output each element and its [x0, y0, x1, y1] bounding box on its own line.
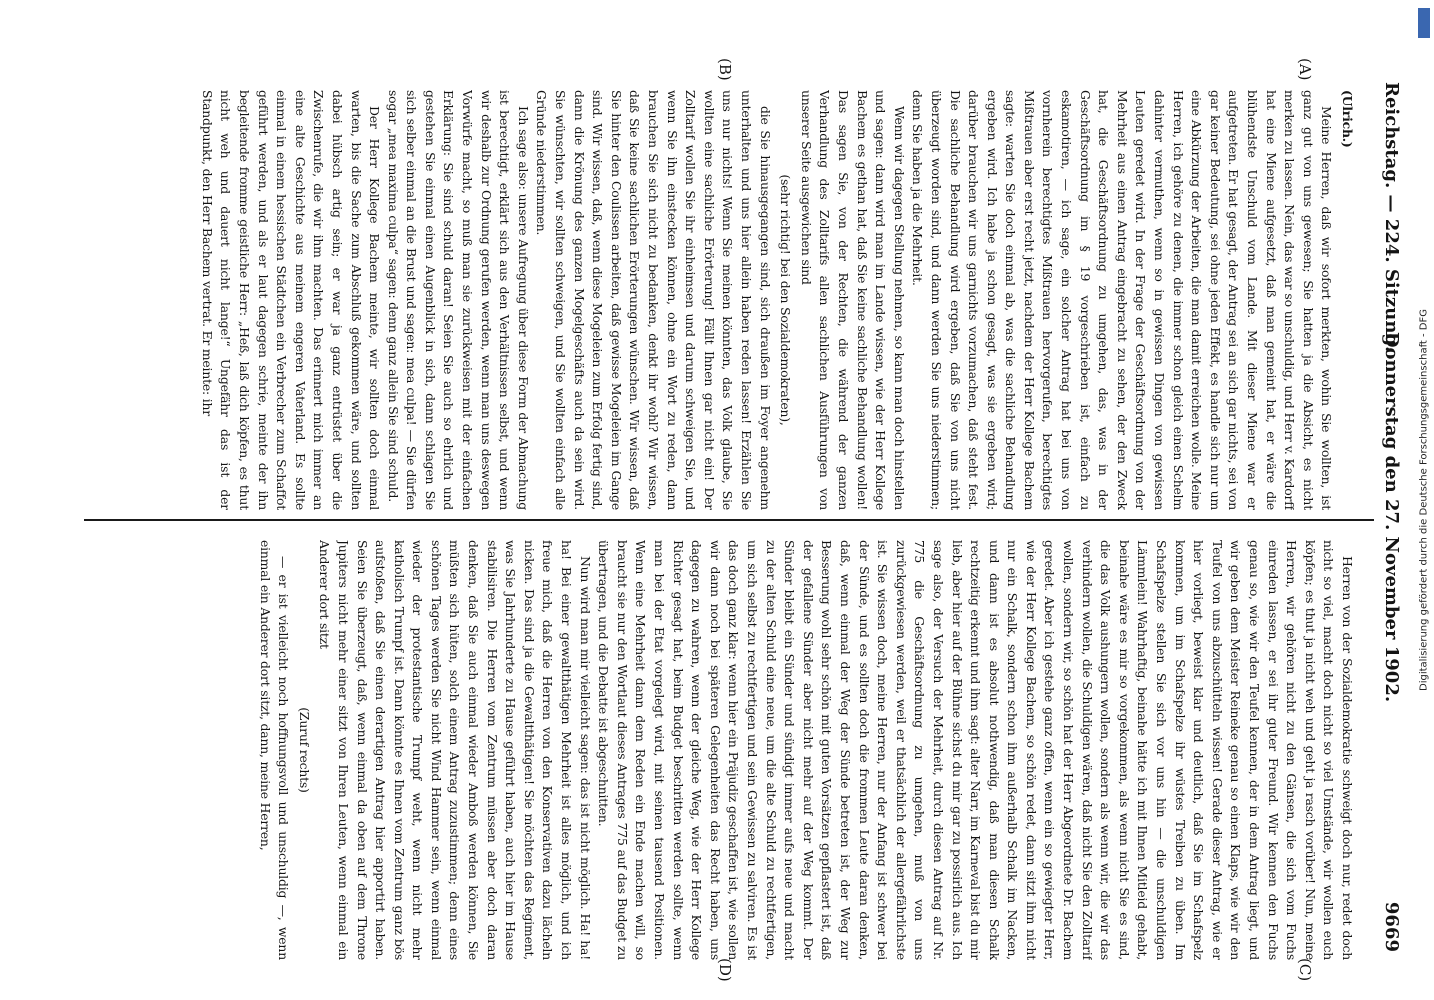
digitization-note — [1418, 8, 1430, 992]
paragraph: — er ist vielleicht noch hoffnungsvoll und unschuldig —, wenn einmal ein Anderer dort sitzt, dann, meine Herren, — [257, 540, 292, 960]
header-left: Reichstag. — 224. Sitzung. — [1381, 82, 1402, 353]
paragraph: Ich sage also: unsere Aufregung über diese Form der Abmachung ist berechtigt, erklärt sich aus den Verhältnissen selbst, und wenn wir deshalb zur Ordnung gerufen werden, wenn man uns deswegen Vorwürfe macht, so muß man sie zurückweisen mit der einfachen Erklärung: Sie sind schuld daran! Seien Sie auch so ehrlich und gestehen Sie einmal einen Augenblick in sich, dann schlagen Sie sich selber einmal an die Brust und sagen: mea culpa! — Sie dürfen sogar „mea maxima culpa“ sagen: denn ganz allein Sie sind schuld. — [385, 90, 531, 510]
page-number: 9669 — [1381, 901, 1402, 952]
paragraph: die Sie hinausgegangen sind, sich draußen im Foyer angenehm unterhalten und uns hier allein haben reden lassen! Erzählen Sie uns nur nichts! Wenn Sie meinen könnten, das Volk glaube, Sie wollten eine sachliche Erörterung! Fällt Ihnen gar nicht ein! Der Zolltarif wollen Sie ihr einheimsen und darum schweigen Sie, und wenn Sie ihn einstecken können, ohne ein Wort zu reden, dann brauchen Sie sich nicht zu bedanken, denkt ihr wohl? Wir wissen, daß Sie keine sachlichen Erörterungen wünschen. Wir wissen, daß Sie hinter den Coulissen arbeiten, daß gewisse Mogeleien im Gange sind. Wir wissen, daß, wenn diese Mogeleien zum Erfolg fertig sind, dann die Krönung des ganzen Mogelgeschäfts auch da sein wird. Sie wünschten, wir sollten schweigen, und Sie wollten einfach alle Gründe niederstimmen. — [534, 90, 773, 510]
left-column — [86, 90, 1356, 510]
paragraph: Herren von der Sozialdemokratie schweigt doch nur, redet doch nicht so viel, macht doch nicht so viel Umstände, wir wollen euch köpfen; es thut ja nicht weh und geht ja rasch vorüber! Nun, meine Herren, wir gehören nicht zu den Gänsen, die sich vom Fuchs einreden lassen, er sei ihr guter Freund. Wir kennen den Fuchs genau so, wie wir den Teufel kennen, der in dem Antrag liegt, und wir geben dem Meister Reineke genau so einen Klaps, wie wir den Teufel von uns abzuschütteln wissen! Gerade dieser Antrag, wie er hier vorliegt, beweist klar und deutlich, daß Sie im Schafspelz kommen, um im Schafspelze ihr wüstes Treiben zu üben. Im Schafspelze stellen Sie sich vor uns hin — die unschuldigen Lämmlein! Wahrhaftig, beinahe hätte ich mit Ihnen Mitleid gehabt, beinahe wäre es mir so vorgekommen, als wenn nicht Sie es sind, die das Volk aushungern wollen, sondern als wenn wir, die wir das verhindern wollen, die Schuldigen wären, daß nicht Sie den Zolltarif wollen, sondern wir, so schön hat der Herr Abgeordnete Dr. Bachem geredet. Aber ich gestehe ganz offen, wenn ein so gewiegter Herr, wie der Herr Kollege Bachem, so schön redet, dann sitzt ihm nicht nur ein Schalk, sondern schon ihm außerhalb Schalk im Nacken, und dann ist es absolut nothwendig, daß man diesen Schalk rechtzeitig erkennt und ihm sagt: alter Narr, im Karneval bist du mir lieb, aber hier auf der Bühne sichst du mir gar zu possirlich aus. Ich sage also, der Versuch der Mehrheit, durch diesen Antrag auf Nr. 775 die Geschäftsordnung zu umgehen, muß von uns zurückgewiesen werden, weil er thatsächlich der allergefährlichste ist. Sie wissen doch, meine Herren, nur der Anfang ist schwer bei der Sünde, und es sollten doch die frommen Leute daran denken, daß, wenn einmal der Weg der Sünde betreten ist, der Weg zur Besserung wohl sehr schön mit guten Vorsätzen gepflastert ist, daß der gefallene Sünder aber nicht mehr auf der Weg kommt. Der Sünder bleibt ein Sünder und sündigt immer aufs neue und macht zu der alten Schuld eine neue, um die alte Schuld zu rechtfertigen, um sich selbst zu rechtfertigen und sein Gewissen zu salviren. Es ist das doch ganz klar: wenn hier ein Präjudiz geschaffen ist, wie sollen wir dann noch bei späteren Gelegenheiten das Recht haben, uns dagegen zu wahren, wenn der gleiche Weg, wie der Herr Kollege Richter gesagt hat, beim Budget beschritten werden sollte, wenn man bei der Etat vorgelegt wird, mit seinen tausend Positionen. Wenn eine Mehrheit dann dem Reden ein Ende machen will, so braucht sie nur den Wortlaut dieses Antrages 775 auf das Budget zu übertragen, und die Debatte ist abgeschnitten. — [596, 540, 1355, 960]
paragraph: Meine Herren, daß wir sofort merkten, wohin Sie wollten, ist ganz gut von uns gewesen; Sie hatten ja die Absicht, es nicht merken zu lassen. Nein, das war so unschuldig, und Herr v. Kardorff hat eine Miene aufgesetzt, daß man gemeint hat, er wäre die blühendste Unschuld vom Lande. Mit dieser Miene war er aufgetreten. Er hat gesagt, der Antrag sei an sich gar nichts, sei von gar keiner Bedeutung, sei ohne jeden Effekt, es handle sich nur um eine Abkürzung der Arbeiten, die man damit erreichen wolle. Meine Herren, ich gehöre zu denen, die immer schon gleich einen Schelm dahinter vermuthen, wenn so in gewissen Dingen von gewissen Leuten geredet wird. In der Frage der Geschäftsordnung von der Mehrheit aus einen Antrag eingebracht zu sehen, der den Zweck hat, die Geschäftsordnung zu umgehen, das, was in der Geschäftsordnung im § 19 vorgeschrieben ist, einfach zu eskamotiren, — ich sage, ein solcher Antrag hat bei uns von vornherein berechtigtes Mißtrauen hervorgerufen, berechtigtes Mißtrauen aber erst recht jetzt, nachdem der Herr Kollege Bachem sagte: warten Sie doch einmal ab, was die sachliche Behandlung ergeben wird. Ich habe ja schon gesagt, was sie ergeben wird; darüber brauchen wir uns garnichts vorzumachen, daß steht fest. Die sachliche Behandlung wird ergeben, daß Sie von uns nicht überzeugt worden sind, und dann werden Sie uns niederstimmen; denn Sie haben ja die Mehrheit. — [910, 90, 1335, 510]
paragraph: Nun wird man mir vielleicht sagen: das ist nicht möglich. Ha! ha! ha! Bei einer gewaltthätigen Mehrheit ist alles möglich, und ich freue mich, daß die Herren von den Konservativen dazu lächeln nicken. Das sind ja die Gewaltthätigen! Sie möchten das Regiment, was Sie Jahrhunderte zu Hause geführt haben, auch hier im Hause stabilisiren. Die Herren vom Zentrum müssen aber doch daran denken, daß Sie auch einmal wieder Amboß werden können, Sie müßten sich hüten, solch einem Antrag zuzustimmen; denn eines schönen Tages werden Sie nicht Wind Hammer sein, wenn einmal wieder der protestantische Trumpf weht, wenn nicht mehr katholisch Trumpf ist. Dann könnte es Ihnen vom Zentrum ganz bös aufstoßen, daß Sie einen derartigen Antrag hier apportirt haben. Seien Sie überzeugt, daß, wenn einmal da oben auf dem Throne Jupiters nicht mehr einer sitzt von Ihren Leuten, wenn einmal ein Anderer dort sitzt — [317, 540, 593, 960]
margin-mark-c: (C) — [1296, 958, 1314, 982]
interjection: (sehr richtig! bei den Sozialdemokraten), — [778, 174, 794, 426]
speaker-name: (Ulrich.) — [1340, 90, 1355, 148]
right-column — [86, 540, 1356, 960]
dfg-logo-icon — [1418, 8, 1430, 38]
page-header — [1372, 82, 1406, 952]
digitization-note-text: Digitalisierung gefördert durch die Deutsche Forschungsgemeinschaft - DFG — [1418, 308, 1430, 692]
margin-mark-a: (A) — [1296, 58, 1314, 81]
margin-mark-b: (B) — [716, 58, 734, 81]
paragraph: Wenn wir dagegen Stellung nehmen, so kann man doch hinstellen und sagen: dann wird man im Lande wissen, wie der Herr Kollege Bachem es gethan hat, daß Sie keine sachliche Behandlung wollen! Das sagen Sie, von der Rechten, die während der ganzen Verhandlung des Zolltarifs allen sachlichen Ausführungen von unserer Seite ausgewichen sind — [798, 90, 907, 510]
interjection: (Zuruf rechts) — [296, 707, 312, 793]
paragraph: Der Herr Kollege Bachem meinte, wir sollten doch einmal warten, bis die Sache zum Abschluß gekommen wäre, und sollten dabei hübsch artig sein; er war ja ganz entrüstet über die Zwischenrufe, die wir ihm machten. Das erinnert mich immer an eine alte Geschichte aus meinem engeren Vaterland. Es sollte einmal in einem hessischen Städtchen ein Verbrecher zum Schaffot geführt werden, und als er laut dagegen schrie, meinte der ihn begleitende fromme geistliche Herr: „Heß, laß dich köpfen, es thut nicht weh und dauert nicht lange!“ Ungefähr das ist der Standpunkt, den Herr Bachem vertrat. Er meinte: ihr — [199, 90, 383, 510]
column-divider — [84, 519, 1374, 521]
header-date: Donnerstag den 27. November 1902. — [1381, 331, 1402, 703]
margin-mark-d: (D) — [716, 958, 734, 982]
